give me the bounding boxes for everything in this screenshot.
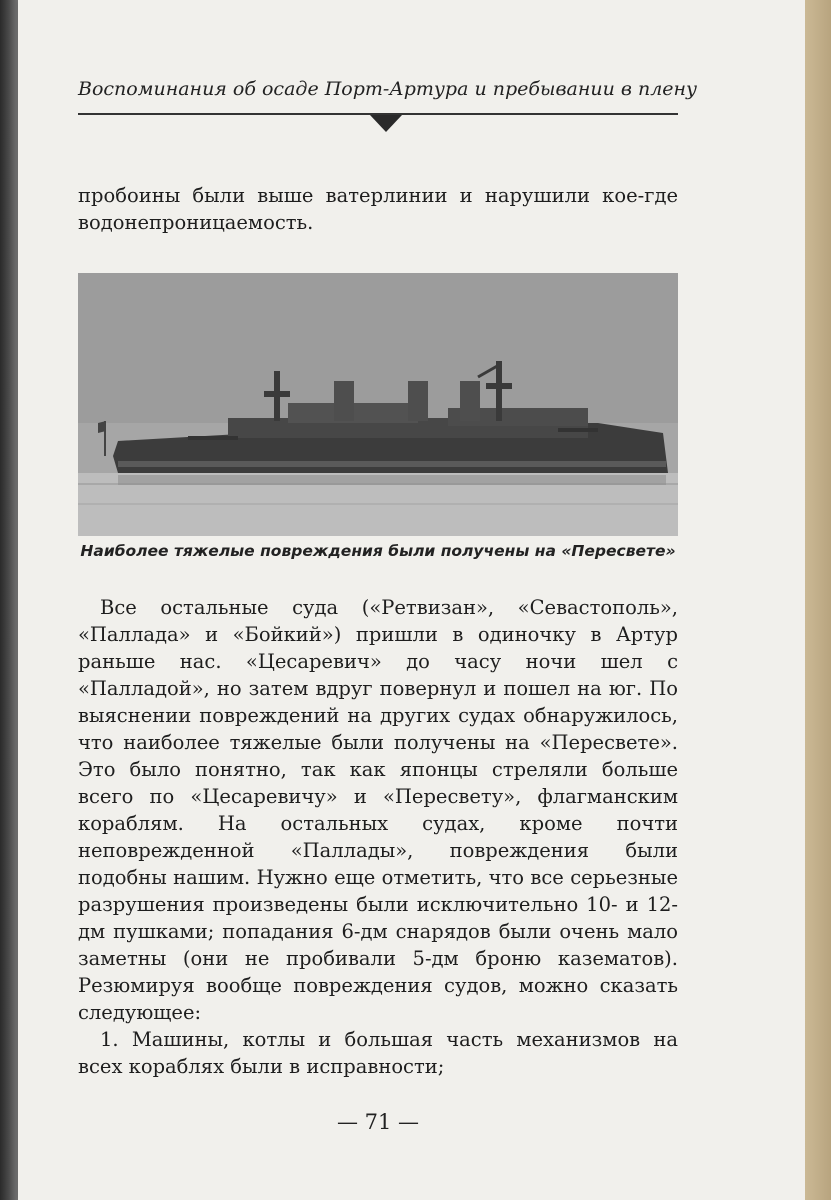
photo-caption: Наиболее тяжелые повреждения были получены на «Пересвете» bbox=[80, 542, 676, 560]
background-surface bbox=[805, 0, 831, 1200]
book-page bbox=[18, 0, 808, 1200]
top-paragraph bbox=[78, 182, 678, 236]
header-triangle-ornament bbox=[370, 115, 402, 132]
top-paragraph-text: пробоины были выше ватерлинии и нарушили кое-где водонепроницаемость. bbox=[78, 184, 678, 234]
battleship-illustration bbox=[78, 273, 678, 536]
page-number: — 71 — bbox=[336, 1110, 420, 1134]
list-item-1: 1. Машины, котлы и большая часть механизмов на всех кораблях были в исправности; bbox=[78, 1028, 678, 1078]
main-paragraph-text: Все остальные суда («Ретвизан», «Севастополь», «Паллада» и «Бойкий») пришли в одиночку в Артур раньше нас. «Цесаревич» до часу ночи шел с «Палладой», но затем вдруг повернул и пошел на юг. По выяснении повреждений на других судах обнаружилось, что наиболее тяжелые были получены на «Пересвете». Это было понятно, так как японцы стреляли больше всего по «Цесаревичу» и «Пересвету», флагманским кораблям. На остальных судах, кроме почти неповрежденной «Паллады», повреждения были подобны нашим. Нужно еще отметить, что все серьезные разрушения произведены были исключительно 10- и 12-дм пушками; попадания 6-дм снарядов были очень мало заметны (они не пробивали 5-дм броню казематов). Резюмируя вообще повреждения судов, можно сказать следующее: bbox=[78, 596, 678, 1024]
battleship-photo bbox=[78, 273, 678, 536]
main-paragraph bbox=[78, 594, 678, 1080]
running-title: Воспоминания об осаде Порт-Артура и пребывании в плену bbox=[78, 78, 698, 100]
